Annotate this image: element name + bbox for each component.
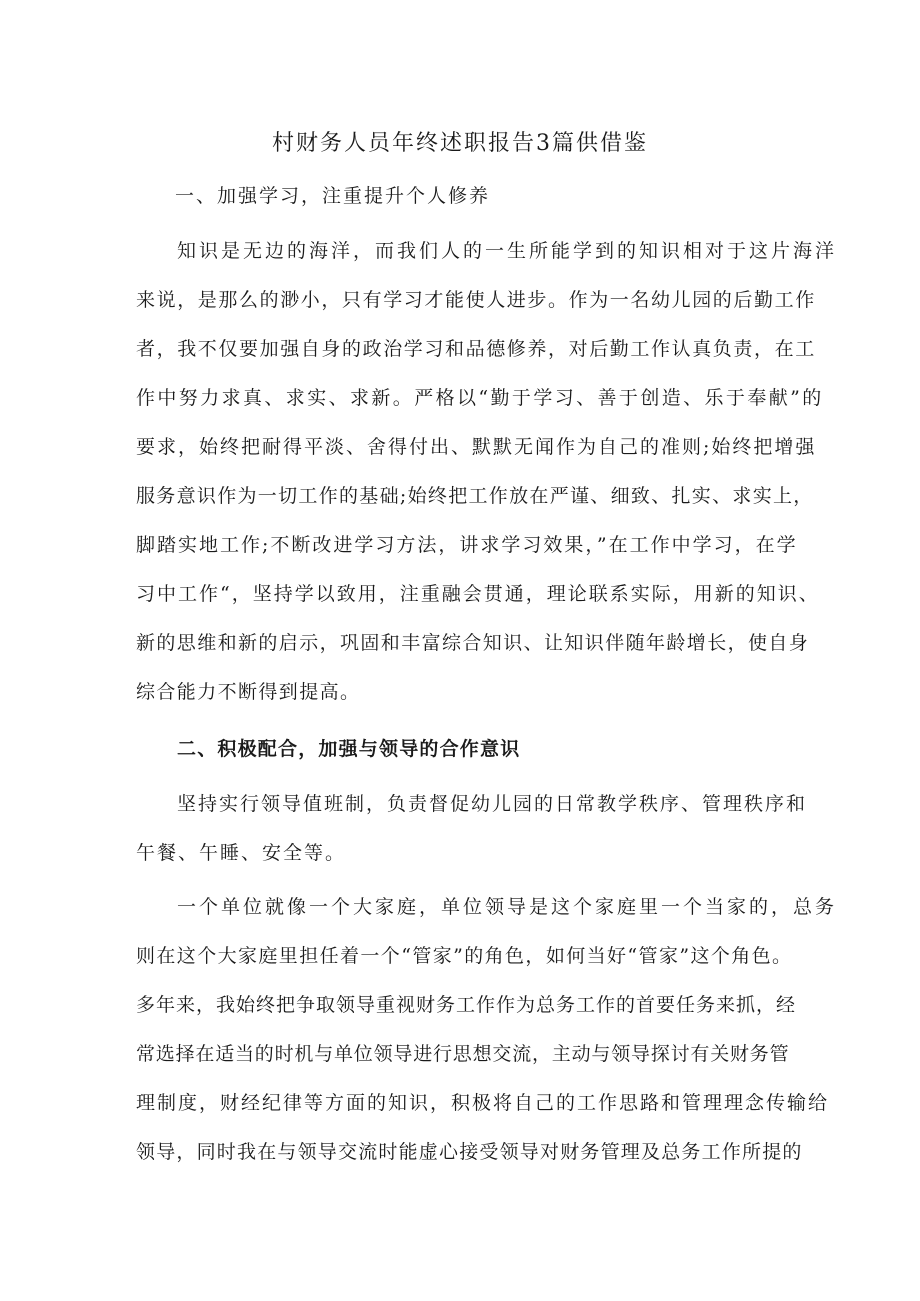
section1-paragraph1-line: 新的思维和新的启示，巩固和丰富综合知识、让知识伴随年龄增长，使自身 (136, 632, 810, 654)
section1-paragraph1-line: 脚踏实地工作;不断改进学习方法，讲求学习效果，”在工作中学习，在学 (136, 534, 798, 556)
section2-paragraph2-line: 理制度，财经纪律等方面的知识，积极将自己的工作思路和管理理念传输给 (136, 1092, 830, 1114)
section1-paragraph1-line: 知识是无边的海洋，而我们人的一生所能学到的知识相对于这片海洋 (177, 240, 838, 262)
section1-paragraph1-line: 综合能力不断得到提高。 (136, 681, 361, 703)
section2-paragraph2-line: 常选择在适当的时机与单位领导进行思想交流，主动与领导探讨有关财务管 (136, 1043, 790, 1065)
section1-paragraph1-line: 要求，始终把耐得平淡、舍得付出、默默无闻作为自己的准则;始终把增强 (136, 436, 817, 458)
section1-paragraph1-line: 作中努力求真、求实、求新。严格以“勤于学习、善于创造、乐于奉献”的 (136, 387, 824, 409)
section2-paragraph2-line: 一个单位就像一个大家庭，单位领导是这个家庭里一个当家的，总务 (177, 896, 838, 918)
section2-paragraph1-line: 坚持实行领导值班制，负责督促幼儿园的日常教学秩序、管理秩序和 (177, 793, 808, 815)
document-title: 村财务人员年终述职报告3篇供借鉴 (272, 131, 648, 156)
section2-paragraph2-line: 多年来，我始终把争取领导重视财务工作作为总务工作的首要任务来抓，经 (136, 994, 797, 1016)
section2-paragraph2-line: 则在这个大家庭里担任着一个“管家”的角色，如何当好“管家”这个角色。 (136, 945, 793, 967)
section2-paragraph1-line: 午餐、午睡、安全等。 (136, 842, 347, 864)
section2-paragraph2-line: 领导，同时我在与领导交流时能虚心接受领导对财务管理及总务工作所提的 (136, 1141, 803, 1163)
section1-paragraph1-line: 习中工作“，坚持学以致用，注重融会贯通，理论联系实际，用新的知识、 (136, 583, 820, 605)
section1-paragraph1-line: 者，我不仅要加强自身的政治学习和品德修养，对后勤工作认真负责，在工 (136, 338, 816, 360)
section1-paragraph1-line: 服务意识作为一切工作的基础;始终把工作放在严谨、细致、扎实、求实上， (136, 485, 814, 507)
section2-heading: 二、积极配合，加强与领导的合作意识 (177, 738, 521, 760)
section1-paragraph1-line: 来说，是那么的渺小，只有学习才能使人进步。作为一名幼儿园的后勤工作 (136, 289, 816, 311)
section1-heading: 一、加强学习，注重提升个人修养 (175, 185, 491, 207)
